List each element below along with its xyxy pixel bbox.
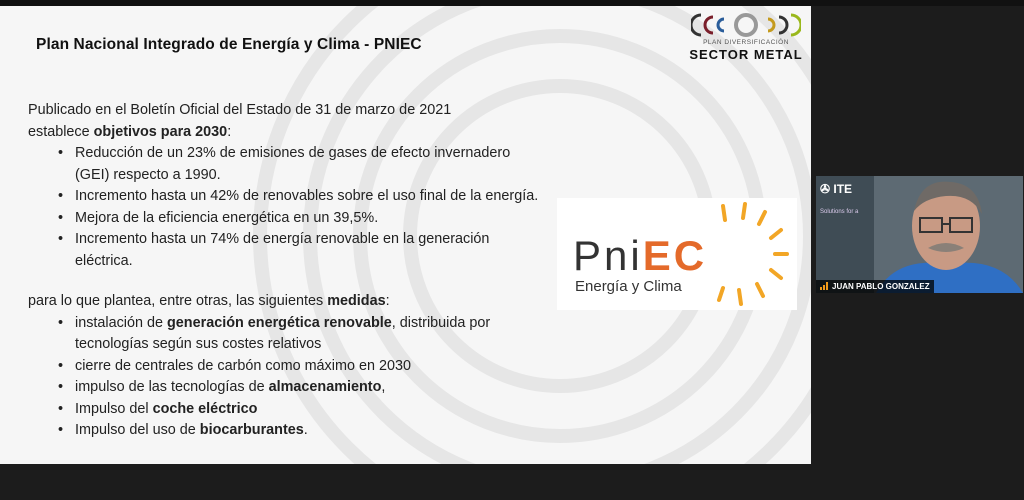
list-item: • Incremento hasta un 74% de energía renovable en la generación eléctrica.: [75, 229, 548, 272]
presentation-slide: [0, 6, 811, 464]
measures-list: [28, 313, 548, 442]
pniec-subtitle: Energía y Clima: [575, 278, 682, 295]
sector-metal-logo: [686, 12, 806, 72]
speaker-video-tile[interactable]: [816, 176, 1023, 293]
logo-plan-text: PLAN DIVERSIFICACIÓN: [703, 39, 789, 46]
list-item: • Reducción de un 23% de emisiones de gases de efecto invernadero (GEI) respecto a 1990.: [75, 143, 548, 186]
intro-line-1: Publicado en el Boletín Oficial del Estado de 31 de marzo de 2021: [28, 102, 452, 118]
slide-title: Plan Nacional Integrado de Energía y Clima - PNIEC: [36, 36, 422, 53]
list-item: • Mejora de la eficiencia energética en un 39,5%.: [75, 208, 548, 230]
pniec-logo: [557, 198, 797, 310]
list-item: • Impulso del uso de biocarburantes.: [75, 420, 548, 442]
org-logo: ✇ ITE: [820, 182, 853, 196]
list-item: • cierre de centrales de carbón como máximo en 2030: [75, 356, 548, 378]
pniec-wordmark: PniEC: [573, 232, 708, 279]
logo-sector-text: SECTOR METAL: [689, 47, 803, 62]
list-item: • impulso de las tecnologías de almacenamiento,: [75, 377, 548, 399]
intro-line-2: establece objetivos para 2030:: [28, 123, 232, 140]
speaker-avatar: [876, 176, 1023, 293]
signal-icon: [820, 282, 829, 290]
rings-icon: [691, 12, 801, 38]
objectives-list: [28, 143, 548, 272]
list-item: • Impulso del coche eléctrico: [75, 399, 548, 421]
speaker-name-tag: JUAN PABLO GONZALEZ: [816, 280, 934, 293]
list-item: • instalación de generación energética renovable, distribuida por tecnologías según sus costes relativos: [75, 313, 548, 356]
measures-intro: para lo que plantea, entre otras, las siguientes medidas:: [28, 293, 390, 309]
org-subtitle: Solutions for a: [820, 209, 859, 215]
list-item: • Incremento hasta un 42% de renovables sobre el uso final de la energía.: [75, 186, 548, 208]
slide-body: [28, 100, 548, 442]
